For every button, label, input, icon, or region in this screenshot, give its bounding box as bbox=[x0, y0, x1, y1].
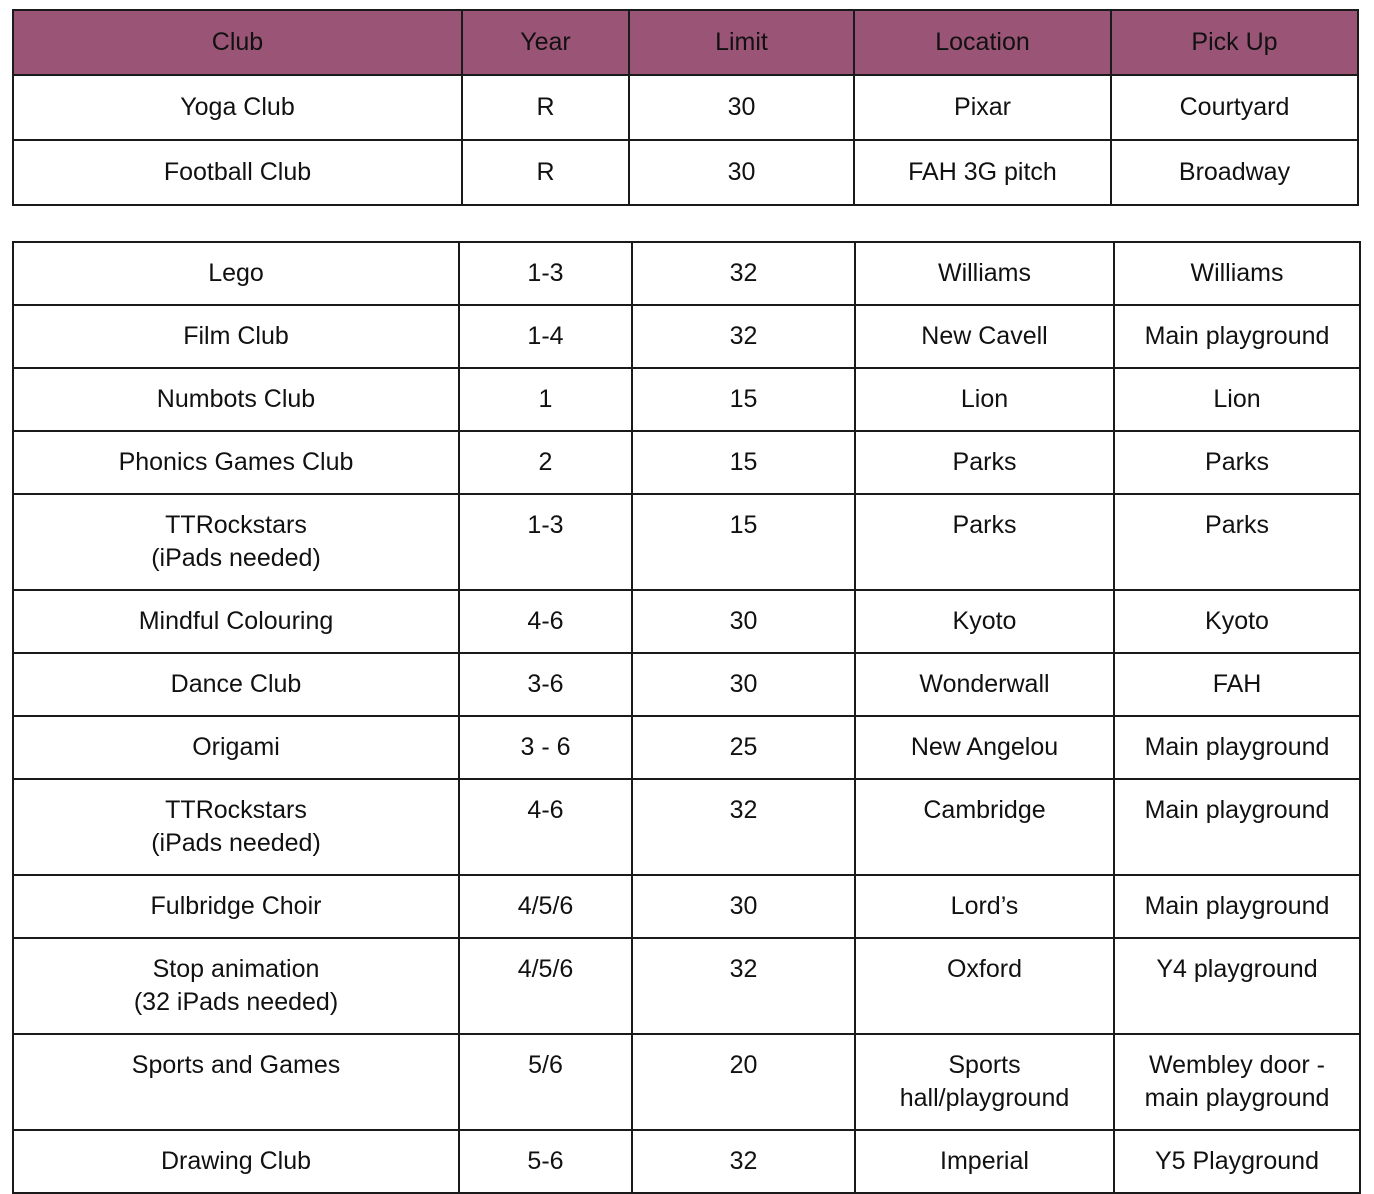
cell-year: 3 - 6 bbox=[459, 716, 632, 779]
cell-club: Stop animation (32 iPads needed) bbox=[13, 938, 459, 1034]
cell-pick-up: Main playground bbox=[1114, 305, 1360, 368]
cell-limit: 30 bbox=[629, 75, 854, 140]
cell-year: 4-6 bbox=[459, 779, 632, 875]
cell-limit: 25 bbox=[632, 716, 855, 779]
table-row bbox=[13, 242, 1360, 305]
cell-club: Film Club bbox=[13, 305, 459, 368]
cell-year: 1-4 bbox=[459, 305, 632, 368]
table-row bbox=[13, 653, 1360, 716]
cell-club: Phonics Games Club bbox=[13, 431, 459, 494]
cell-location: Lord’s bbox=[855, 875, 1114, 938]
table-row bbox=[13, 1034, 1360, 1130]
cell-year: 4/5/6 bbox=[459, 875, 632, 938]
cell-pick-up: Main playground bbox=[1114, 779, 1360, 875]
table-row bbox=[13, 75, 1358, 140]
cell-location: Williams bbox=[855, 242, 1114, 305]
cell-location: Parks bbox=[855, 494, 1114, 590]
cell-pick-up: Main playground bbox=[1114, 875, 1360, 938]
cell-pick-up: Wembley door - main playground bbox=[1114, 1034, 1360, 1130]
table-row bbox=[13, 590, 1360, 653]
cell-pick-up: Lion bbox=[1114, 368, 1360, 431]
cell-limit: 15 bbox=[632, 494, 855, 590]
cell-club: Sports and Games bbox=[13, 1034, 459, 1130]
table-row bbox=[13, 494, 1360, 590]
header-year: Year bbox=[462, 10, 629, 75]
cell-limit: 20 bbox=[632, 1034, 855, 1130]
clubs-table-years bbox=[12, 241, 1361, 1194]
header-location: Location bbox=[854, 10, 1111, 75]
cell-year: 5-6 bbox=[459, 1130, 632, 1193]
table-row bbox=[13, 938, 1360, 1034]
table-row bbox=[13, 779, 1360, 875]
cell-pick-up: Parks bbox=[1114, 494, 1360, 590]
cell-limit: 30 bbox=[632, 875, 855, 938]
clubs-table-reception bbox=[12, 9, 1359, 206]
cell-club: Fulbridge Choir bbox=[13, 875, 459, 938]
header-club: Club bbox=[13, 10, 462, 75]
cell-club: TTRockstars (iPads needed) bbox=[13, 779, 459, 875]
cell-pick-up: Williams bbox=[1114, 242, 1360, 305]
cell-limit: 32 bbox=[632, 242, 855, 305]
cell-pick-up: Kyoto bbox=[1114, 590, 1360, 653]
cell-limit: 30 bbox=[632, 590, 855, 653]
cell-location: Wonderwall bbox=[855, 653, 1114, 716]
table-row bbox=[13, 305, 1360, 368]
cell-year: 5/6 bbox=[459, 1034, 632, 1130]
cell-limit: 30 bbox=[632, 653, 855, 716]
table-row bbox=[13, 875, 1360, 938]
cell-limit: 32 bbox=[632, 938, 855, 1034]
cell-club: Football Club bbox=[13, 140, 462, 205]
cell-club: Numbots Club bbox=[13, 368, 459, 431]
cell-location: Lion bbox=[855, 368, 1114, 431]
cell-year: 1-3 bbox=[459, 494, 632, 590]
cell-year: 1-3 bbox=[459, 242, 632, 305]
cell-location: Cambridge bbox=[855, 779, 1114, 875]
cell-pick-up: FAH bbox=[1114, 653, 1360, 716]
cell-club: Drawing Club bbox=[13, 1130, 459, 1193]
cell-pick-up: Broadway bbox=[1111, 140, 1358, 205]
cell-year: 1 bbox=[459, 368, 632, 431]
cell-year: 4/5/6 bbox=[459, 938, 632, 1034]
header-pick-up: Pick Up bbox=[1111, 10, 1358, 75]
cell-limit: 15 bbox=[632, 368, 855, 431]
cell-location: New Angelou bbox=[855, 716, 1114, 779]
header-limit: Limit bbox=[629, 10, 854, 75]
table-row bbox=[13, 140, 1358, 205]
cell-location: FAH 3G pitch bbox=[854, 140, 1111, 205]
cell-pick-up: Main playground bbox=[1114, 716, 1360, 779]
cell-location: Kyoto bbox=[855, 590, 1114, 653]
cell-pick-up: Y4 playground bbox=[1114, 938, 1360, 1034]
cell-club: Mindful Colouring bbox=[13, 590, 459, 653]
table-row bbox=[13, 716, 1360, 779]
table-row bbox=[13, 368, 1360, 431]
cell-club: Lego bbox=[13, 242, 459, 305]
cell-club: Yoga Club bbox=[13, 75, 462, 140]
table-row bbox=[13, 1130, 1360, 1193]
cell-pick-up: Parks bbox=[1114, 431, 1360, 494]
cell-limit: 32 bbox=[632, 779, 855, 875]
cell-pick-up: Courtyard bbox=[1111, 75, 1358, 140]
cell-limit: 32 bbox=[632, 305, 855, 368]
cell-club: Origami bbox=[13, 716, 459, 779]
cell-location: Parks bbox=[855, 431, 1114, 494]
cell-year: 4-6 bbox=[459, 590, 632, 653]
cell-limit: 30 bbox=[629, 140, 854, 205]
cell-year: R bbox=[462, 75, 629, 140]
cell-location: Pixar bbox=[854, 75, 1111, 140]
cell-location: Imperial bbox=[855, 1130, 1114, 1193]
cell-limit: 15 bbox=[632, 431, 855, 494]
cell-location: Oxford bbox=[855, 938, 1114, 1034]
cell-year: R bbox=[462, 140, 629, 205]
cell-location: Sports hall/playground bbox=[855, 1034, 1114, 1130]
cell-location: New Cavell bbox=[855, 305, 1114, 368]
cell-club: Dance Club bbox=[13, 653, 459, 716]
table-row bbox=[13, 431, 1360, 494]
cell-club: TTRockstars (iPads needed) bbox=[13, 494, 459, 590]
cell-pick-up: Y5 Playground bbox=[1114, 1130, 1360, 1193]
header-row bbox=[13, 10, 1358, 75]
cell-year: 3-6 bbox=[459, 653, 632, 716]
cell-limit: 32 bbox=[632, 1130, 855, 1193]
cell-year: 2 bbox=[459, 431, 632, 494]
